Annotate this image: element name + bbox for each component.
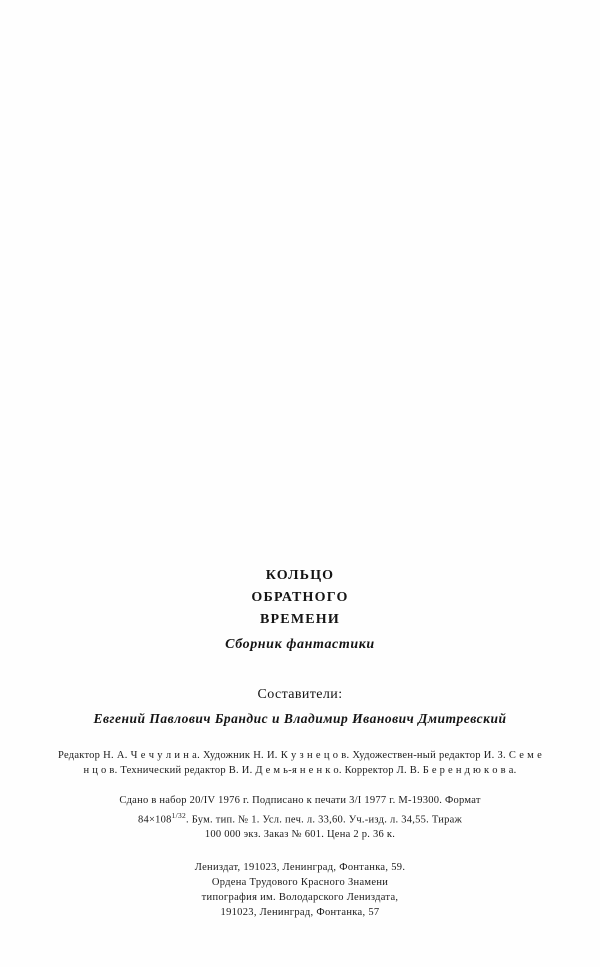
compilers-label: Составители: (257, 687, 343, 702)
book-title-line-1: КОЛЬЦО (265, 568, 335, 583)
book-title-line-3: ВРЕМЕНИ (260, 612, 340, 627)
publisher-line-3: типография им. Володарского Лениздата, (201, 892, 399, 903)
staff-credits-text: Редактор Н. А. Ч е ч у л и н а. Художник Н. И. К у з н е ц о в. Художествен-ный редактор И. З. С е м е н ц о в. Технический редактор В. И. Д е м ь-я н е н к о. Корректор Л. В. Б е р е н д ю к о в а. (58, 750, 542, 776)
publisher-block (0, 860, 600, 920)
production-format-fraction: 1/32 (171, 810, 186, 820)
book-title-line-2: ОБРАТНОГО (251, 590, 349, 605)
production-line-2-rest: . Бум. тип. № 1. Усл. печ. л. 33,60. Уч.-изд. л. 34,55. Тираж (185, 814, 463, 825)
compilers-names: Евгений Павлович Брандис и Владимир Иванович Дмитревский (93, 711, 507, 726)
publisher-line-1: Лениздат, 191023, Ленинград, Фонтанка, 59. (194, 862, 406, 873)
production-format-value: 84×108 (137, 814, 172, 825)
publisher-line-4: 191023, Ленинград, Фонтанка, 57 (220, 907, 380, 918)
production-line-1: Сдано в набор 20/IV 1976 г. Подписано к печати 3/I 1977 г. М-19300. Формат (119, 795, 481, 806)
production-line-2 (58, 809, 542, 828)
staff-credits-block (0, 749, 600, 778)
production-line-3: 100 000 экз. Заказ № 601. Цена 2 р. 36 к. (204, 828, 396, 840)
colophon-block (0, 565, 600, 920)
production-details-block (0, 794, 600, 842)
book-subtitle: Сборник фантастики (225, 637, 375, 652)
publisher-line-2: Ордена Трудового Красного Знамени (211, 877, 389, 888)
